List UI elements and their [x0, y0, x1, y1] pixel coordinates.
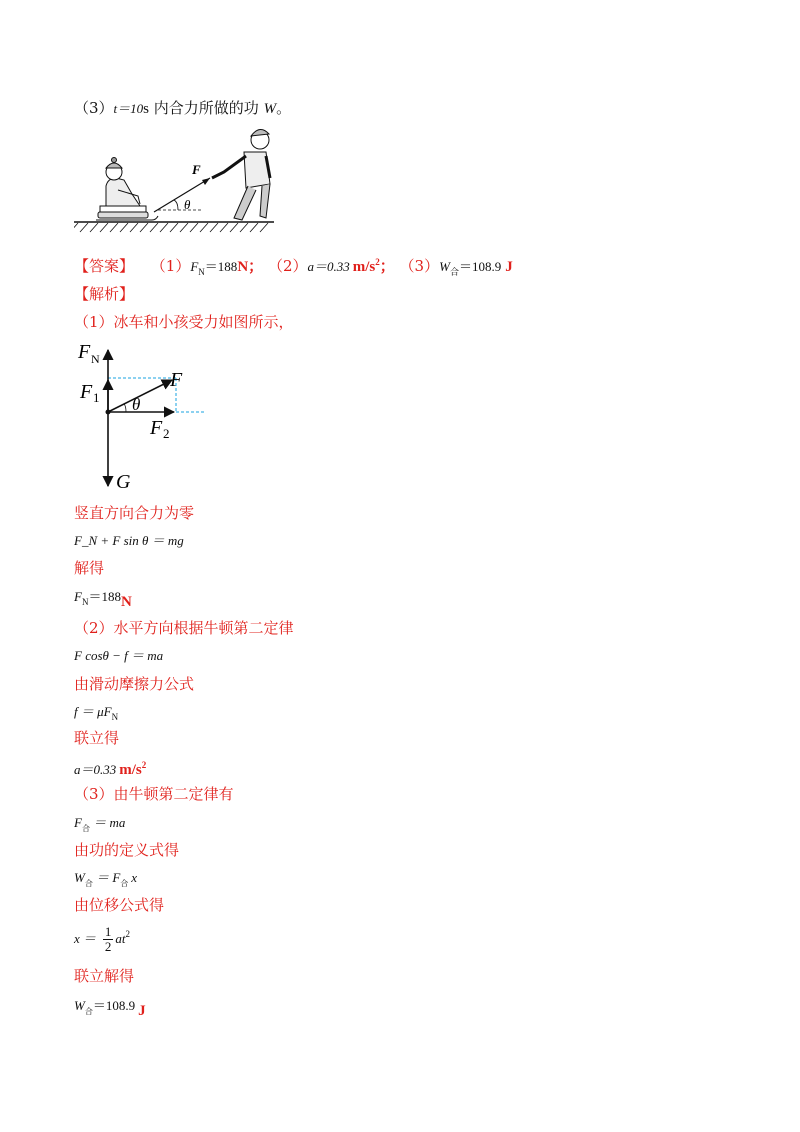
equation: x ＝ $\frac{1}{2}$ $at^2$: [74, 923, 130, 954]
F1-label: F: [80, 381, 93, 403]
answer-line: 【答案】 $(1)F_N=188N$； （2）a＝0.33 $m/s^2$； $(3)W_合=108.9$ J: [74, 257, 513, 277]
equation: $F_N=188N$: [74, 589, 132, 610]
equation: $W_合 = F_合$ x: [74, 870, 138, 888]
man-figure: [212, 129, 270, 220]
FN-label: F: [78, 341, 91, 363]
text-line: （2）水平方向根据牛顿第二定律: [74, 619, 294, 637]
text-line: （3）由牛顿第二定律有: [74, 785, 234, 803]
F-label: F: [170, 369, 183, 391]
analysis-tag: 【解析】: [74, 285, 135, 303]
text-line: 联立解得: [74, 967, 135, 985]
F1-sub: 1: [93, 390, 100, 405]
G-label: G: [116, 471, 131, 493]
text-line: 由滑动摩擦力公式: [74, 675, 195, 693]
FN-sub: N: [91, 352, 100, 366]
theta-label: θ: [184, 197, 191, 212]
child-figure: [106, 158, 140, 207]
text-line: 由位移公式得: [74, 896, 165, 914]
equation: F_N + F sin θ ＝ mg: [74, 533, 184, 548]
force-label: F: [192, 162, 201, 177]
equation: a＝0.33 $m/s^2$: [74, 760, 147, 778]
text-line: 联立得: [74, 729, 120, 747]
equation: F cosθ − f ＝ ma: [74, 648, 164, 663]
theta-label: θ: [132, 395, 141, 414]
fraction: $\frac{1}{2}$: [104, 923, 112, 954]
F2-sub: 2: [163, 426, 170, 441]
text-line: 解得: [74, 559, 105, 577]
F2-label: F: [150, 417, 163, 439]
step-1-text: （1）冰车和小孩受力如图所示，: [74, 313, 294, 331]
sled-illustration: [74, 122, 274, 234]
equation: $F_合$ ＝ ma: [74, 815, 126, 833]
sled: [96, 206, 158, 220]
force-diagram: [74, 336, 214, 496]
equation: $f = \mu F_N$: [74, 704, 119, 722]
text-line: 由功的定义式得: [74, 841, 180, 859]
equation: $W_合=108.9$ J: [74, 998, 146, 1019]
question-3: （3）t＝10s 内合力所做的功 W。: [74, 99, 292, 117]
rope: [154, 178, 210, 212]
text-line: 竖直方向合力为零: [74, 504, 195, 522]
